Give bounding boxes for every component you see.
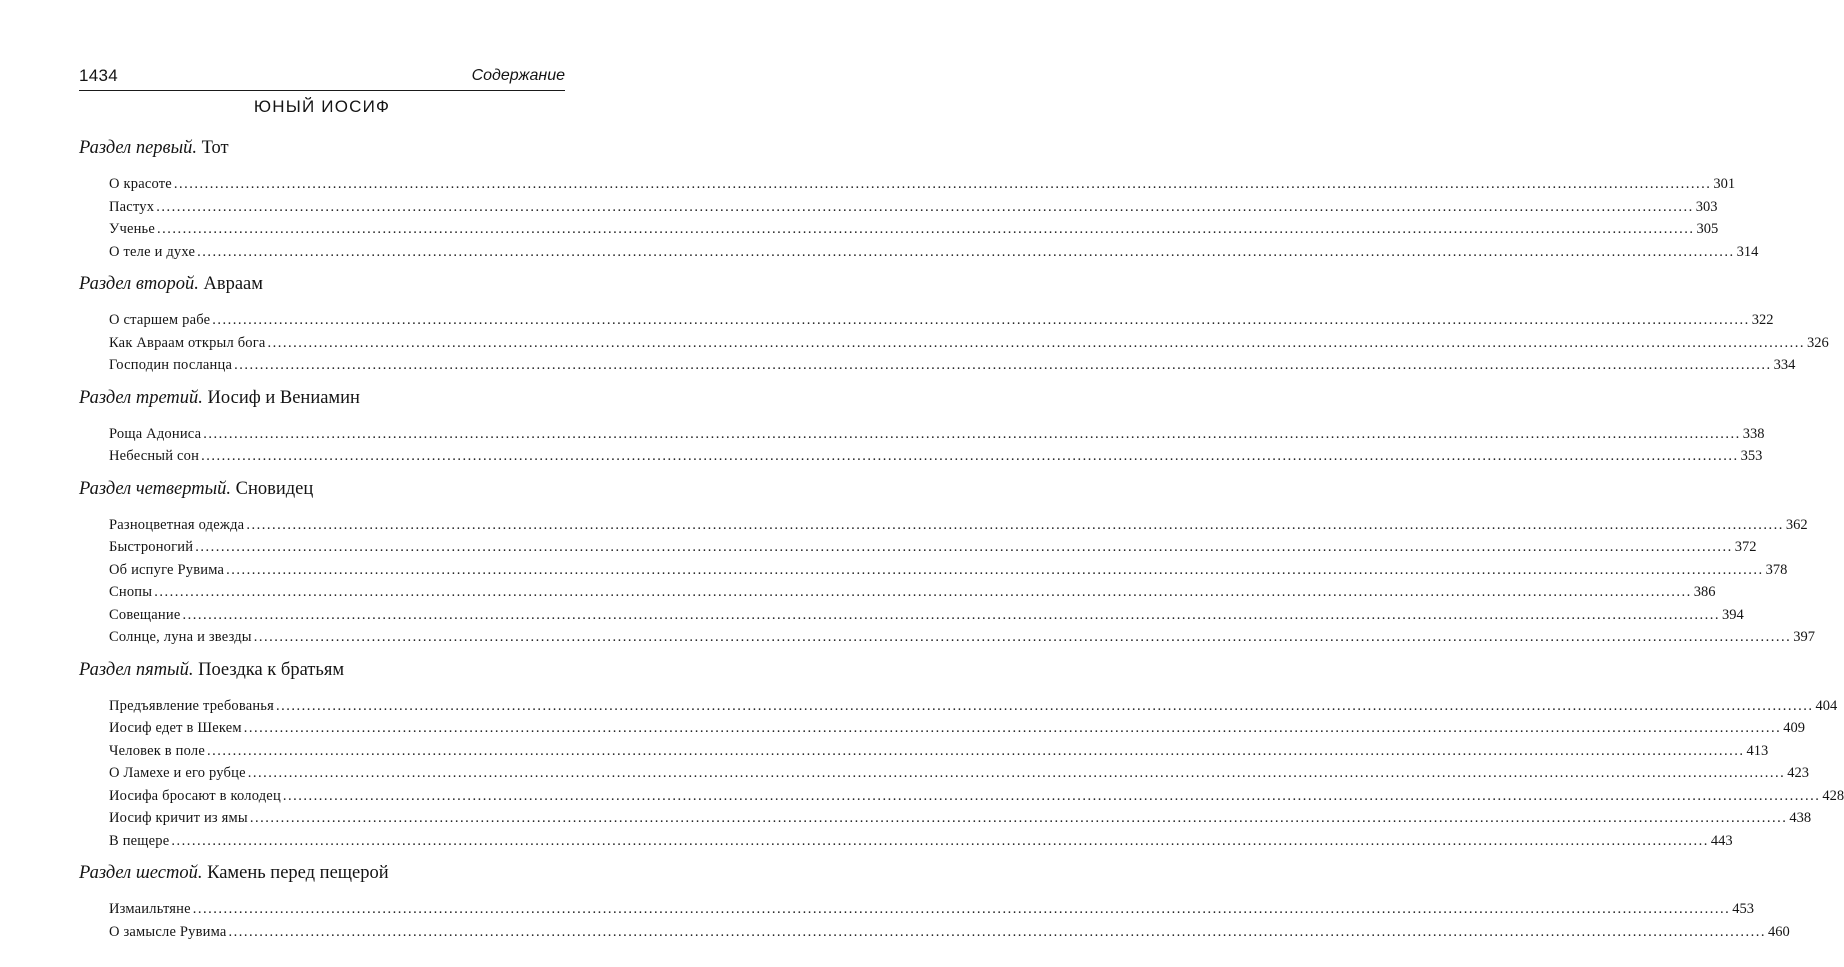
entry-title: Иосиф едет в Шекем (109, 720, 242, 736)
entry-title: Роща Адониса (109, 425, 202, 442)
toc-entry[interactable] (109, 762, 1809, 785)
part-label: Раздел второй. (79, 274, 199, 294)
part-title: Иосиф и Вениамин (207, 387, 360, 408)
dot-leader: ............................................................................................................................................................................................................................................................................................................ (154, 584, 1692, 600)
entry-title: О Ламехе и его рубце (109, 765, 246, 781)
dot-leader: ............................................................................................................................................................................................................................................................................................................ (267, 334, 1806, 351)
dot-leader: ............................................................................................................................................................................................................................................................................................................ (228, 923, 1767, 940)
entry-page-number: 314 (1736, 243, 1759, 260)
toc-entry[interactable] (109, 604, 1744, 627)
toc-part (79, 658, 1844, 853)
toc-entry[interactable] (109, 695, 1838, 718)
running-title: Содержание (471, 67, 565, 84)
entry-title: Об испуге Рувима (109, 561, 225, 578)
entry-page-number: 443 (1710, 832, 1733, 849)
entry-page-number: 305 (1696, 221, 1719, 237)
toc-entry[interactable] (109, 423, 1765, 446)
dot-leader: ............................................................................................................................................................................................................................................................................................................ (171, 832, 1709, 849)
toc-entry[interactable] (109, 173, 1736, 196)
part-title: Авраам (203, 274, 263, 294)
entry-page-number: 409 (1783, 720, 1805, 736)
entry-page-number: 362 (1785, 516, 1808, 533)
dot-leader: ............................................................................................................................................................................................................................................................................................................ (247, 765, 1786, 781)
entry-title: О красоте (109, 176, 172, 192)
dot-leader: ............................................................................................................................................................................................................................................................................................................ (226, 561, 1764, 578)
entry-title: Разноцветная одежда (109, 516, 245, 533)
dot-leader: ............................................................................................................................................................................................................................................................................................................ (206, 742, 1745, 759)
entry-page-number: 338 (1742, 425, 1765, 442)
toc-entry[interactable] (109, 309, 1774, 332)
entry-title: Солнце, луна и звезды (109, 629, 252, 645)
entry-page-number: 438 (1789, 810, 1812, 826)
entry-title: Человек в поле (109, 742, 205, 759)
book-title: ЮНЫЙ ИОСИФ (253, 97, 391, 116)
entry-title: В пещере (109, 832, 170, 849)
toc-entry[interactable] (109, 740, 1769, 763)
part-heading (79, 477, 567, 502)
entry-page-number: 334 (1773, 357, 1796, 373)
entry-page-number: 423 (1787, 765, 1809, 781)
part-label: Раздел пятый. (79, 659, 194, 680)
toc-entry[interactable] (109, 354, 1796, 377)
dot-leader: ............................................................................................................................................................................................................................................................................................................ (173, 176, 1712, 192)
entry-title: О замысле Рувима (109, 923, 227, 940)
toc-entry[interactable] (109, 626, 1815, 649)
dot-leader: ............................................................................................................................................................................................................................................................................................................ (156, 198, 1694, 215)
dot-leader: ............................................................................................................................................................................................................................................................................................................ (282, 787, 1821, 804)
part-label: Раздел первый. (79, 138, 197, 158)
entry-page-number: 372 (1734, 539, 1757, 555)
entry-page-number: 397 (1793, 629, 1815, 645)
entry-title: Быстроногий (109, 539, 194, 555)
toc-entry[interactable] (109, 785, 1844, 808)
toc-part (79, 272, 1829, 377)
entry-title: О старшем рабе (109, 312, 211, 328)
dot-leader: ............................................................................................................................................................................................................................................................................................................ (182, 606, 1720, 623)
part-heading (79, 861, 567, 886)
toc-entry[interactable] (109, 241, 1759, 264)
part-label: Раздел четвертый. (79, 478, 232, 499)
toc-part (79, 861, 1790, 943)
entry-page-number: 301 (1713, 176, 1736, 192)
toc-entry[interactable] (109, 581, 1716, 604)
dot-leader: ............................................................................................................................................................................................................................................................................................................ (203, 425, 1741, 442)
toc-entry[interactable] (109, 559, 1788, 582)
dot-leader: ............................................................................................................................................................................................................................................................................................................ (192, 901, 1731, 917)
toc-entry[interactable] (109, 921, 1790, 944)
part-label: Раздел шестой. (79, 863, 203, 883)
dot-leader: ............................................................................................................................................................................................................................................................................................................ (157, 221, 1695, 237)
part-label: Раздел третий. (79, 387, 203, 408)
entry-title: Иосиф кричит из ямы (109, 810, 248, 826)
part-title: Тот (201, 138, 229, 158)
toc-part (79, 136, 1759, 263)
toc-entry[interactable] (109, 830, 1733, 853)
toc-entry[interactable] (109, 717, 1805, 740)
entry-title: Иосифа бросают в колодец (109, 787, 281, 804)
dot-leader: ............................................................................................................................................................................................................................................................................................................ (234, 357, 1772, 373)
entry-page-number: 326 (1807, 334, 1829, 351)
dot-leader: ............................................................................................................................................................................................................................................................................................................ (246, 516, 1784, 533)
dot-leader: ............................................................................................................................................................................................................................................................................................................ (197, 243, 1735, 260)
entry-page-number: 453 (1732, 901, 1755, 917)
toc-entry[interactable] (109, 807, 1812, 830)
part-heading (79, 658, 567, 683)
entry-page-number: 413 (1746, 742, 1769, 759)
entry-title: Предъявление требованья (109, 697, 274, 714)
entry-title: Снопы (109, 584, 153, 600)
part-heading (79, 386, 567, 411)
entry-title: Ученье (109, 221, 156, 237)
entry-page-number: 322 (1751, 312, 1774, 328)
dot-leader: ............................................................................................................................................................................................................................................................................................................ (253, 629, 1792, 645)
table-of-contents (79, 136, 1844, 952)
entry-page-number: 303 (1695, 198, 1718, 215)
part-title: Камень перед пещерой (207, 863, 389, 883)
dot-leader: ............................................................................................................................................................................................................................................................................................................ (243, 720, 1782, 736)
part-title: Поездка к братьям (198, 659, 345, 680)
entry-title: Совещание (109, 606, 181, 623)
entry-title: Господин посланца (109, 357, 233, 373)
toc-part (79, 386, 1765, 468)
part-heading (79, 272, 567, 297)
toc-entry[interactable] (109, 332, 1829, 355)
toc-entry[interactable] (109, 514, 1808, 537)
entry-title: Измаильтяне (109, 901, 191, 917)
toc-entry[interactable] (109, 218, 1719, 241)
entry-title: Как Авраам открыл бога (109, 334, 266, 351)
toc-entry[interactable] (109, 196, 1718, 219)
entry-page-number: 428 (1822, 787, 1844, 804)
entry-title: О теле и духе (109, 243, 196, 260)
part-heading (79, 136, 567, 161)
entry-page-number: 460 (1768, 923, 1790, 940)
entry-page-number: 386 (1693, 584, 1716, 600)
toc-part (79, 477, 1815, 649)
entry-page-number: 394 (1721, 606, 1744, 623)
dot-leader: ............................................................................................................................................................................................................................................................................................................ (212, 312, 1750, 328)
toc-entry[interactable] (109, 445, 1763, 468)
entry-page-number: 378 (1765, 561, 1788, 578)
toc-entry[interactable] (109, 898, 1755, 921)
dot-leader: ............................................................................................................................................................................................................................................................................................................ (195, 539, 1733, 555)
page-number: 1434 (79, 66, 119, 85)
entry-title: Пастух (109, 198, 155, 215)
part-title: Сновидец (235, 478, 314, 499)
entry-page-number: 353 (1740, 448, 1763, 464)
dot-leader: ............................................................................................................................................................................................................................................................................................................ (249, 810, 1788, 826)
dot-leader: ............................................................................................................................................................................................................................................................................................................ (275, 697, 1814, 714)
running-header (79, 66, 565, 91)
toc-entry[interactable] (109, 536, 1757, 559)
dot-leader: ............................................................................................................................................................................................................................................................................................................ (201, 448, 1739, 464)
entry-page-number: 404 (1815, 697, 1838, 714)
entry-title: Небесный сон (109, 448, 200, 464)
